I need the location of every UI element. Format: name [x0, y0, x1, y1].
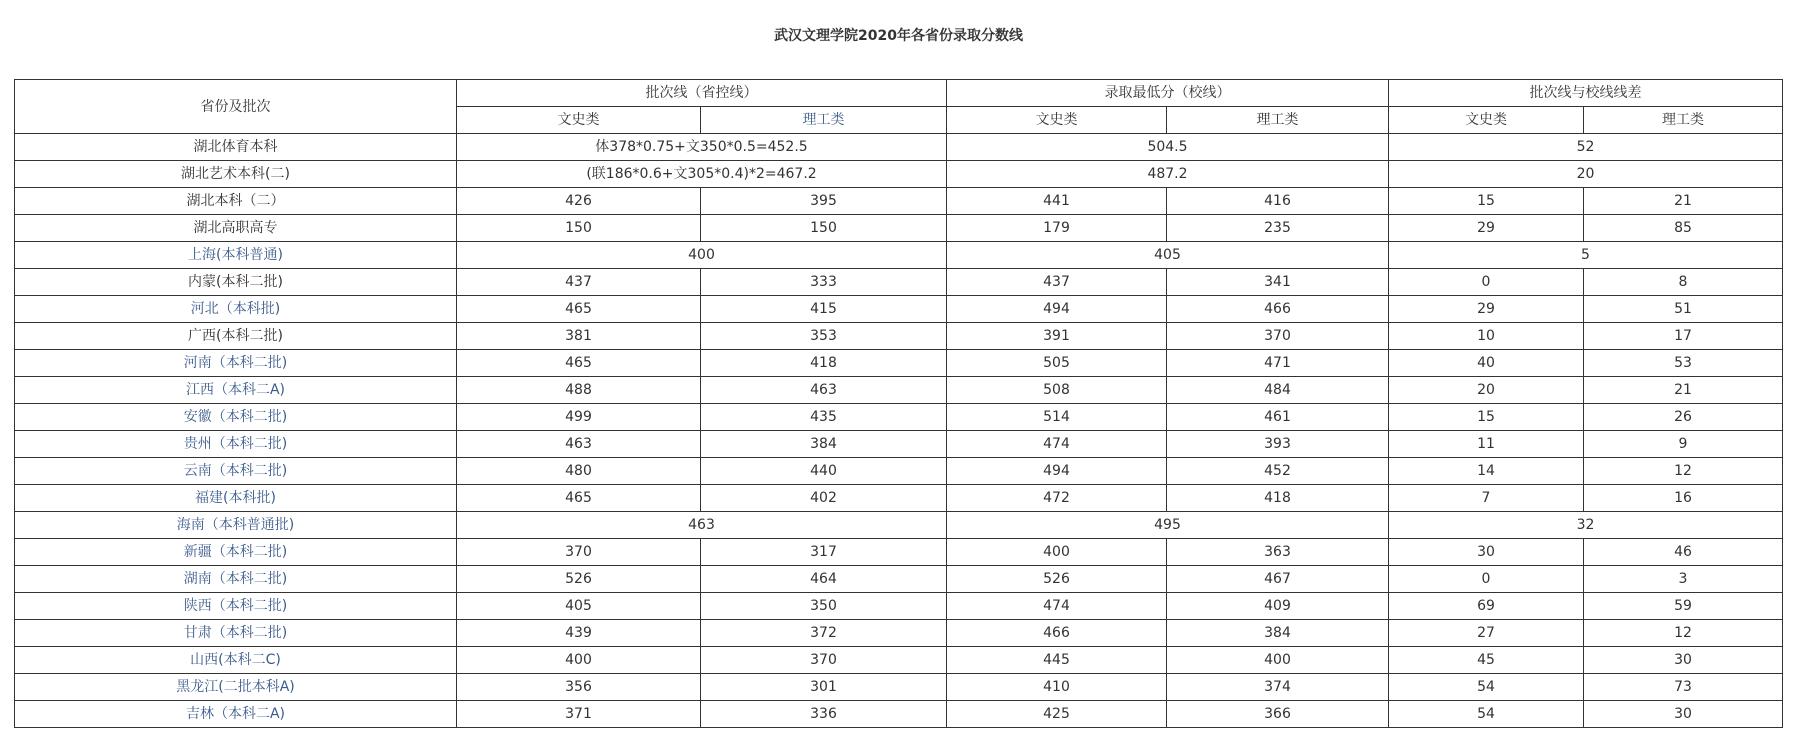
min-score-merged-cell: 504.5 — [947, 134, 1389, 161]
score-diff-merged-cell: 20 — [1389, 161, 1783, 188]
table-row — [15, 161, 1783, 188]
page-title: 武汉文理学院2020年各省份录取分数线 — [774, 28, 1023, 44]
score-diff-merged-cell: 5 — [1389, 242, 1783, 269]
table-header — [15, 80, 1783, 134]
min-score-li-cell: 471 — [1167, 350, 1389, 377]
min-score-li-cell: 393 — [1167, 431, 1389, 458]
score-diff-li-cell: 30 — [1584, 647, 1783, 674]
min-score-li-cell: 363 — [1167, 539, 1389, 566]
table-row — [15, 674, 1783, 701]
batch-line-li-cell: 317 — [701, 539, 947, 566]
table-row — [15, 215, 1783, 242]
batch-line-wen-cell: 488 — [457, 377, 701, 404]
min-score-merged-cell: 495 — [947, 512, 1389, 539]
min-score-wen-cell: 466 — [947, 620, 1167, 647]
batch-line-merged-cell: (联186*0.6+文305*0.4)*2=467.2 — [457, 161, 947, 188]
table-body — [15, 134, 1783, 728]
score-diff-wen-cell: 54 — [1389, 701, 1584, 728]
batch-line-wen-cell: 465 — [457, 296, 701, 323]
batch-line-li-cell: 333 — [701, 269, 947, 296]
table-row — [15, 242, 1783, 269]
batch-line-li-cell: 402 — [701, 485, 947, 512]
score-diff-li-cell: 16 — [1584, 485, 1783, 512]
score-diff-li-cell: 51 — [1584, 296, 1783, 323]
header-diff-li: 理工类 — [1584, 107, 1783, 134]
admission-score-table-wrapper — [14, 79, 1782, 728]
admission-score-table — [14, 79, 1783, 728]
score-diff-wen-cell: 11 — [1389, 431, 1584, 458]
min-score-li-cell: 484 — [1167, 377, 1389, 404]
batch-line-wen-cell: 463 — [457, 431, 701, 458]
header-min-li: 理工类 — [1167, 107, 1389, 134]
min-score-wen-cell: 425 — [947, 701, 1167, 728]
batch-line-li-cell: 350 — [701, 593, 947, 620]
batch-line-li-cell: 372 — [701, 620, 947, 647]
min-score-wen-cell: 410 — [947, 674, 1167, 701]
min-score-wen-cell: 445 — [947, 647, 1167, 674]
score-diff-li-cell: 46 — [1584, 539, 1783, 566]
min-score-wen-cell: 474 — [947, 593, 1167, 620]
score-diff-wen-cell: 27 — [1389, 620, 1584, 647]
province-cell[interactable]: 山西(本科二C) — [15, 647, 457, 674]
score-diff-wen-cell: 29 — [1389, 215, 1584, 242]
province-cell[interactable]: 贵州（本科二批) — [15, 431, 457, 458]
table-row — [15, 269, 1783, 296]
min-score-li-cell: 461 — [1167, 404, 1389, 431]
province-cell[interactable]: 甘肃（本科二批) — [15, 620, 457, 647]
score-diff-li-cell: 9 — [1584, 431, 1783, 458]
score-diff-li-cell: 3 — [1584, 566, 1783, 593]
min-score-li-cell: 384 — [1167, 620, 1389, 647]
header-batch-li[interactable]: 理工类 — [701, 107, 947, 134]
score-diff-wen-cell: 40 — [1389, 350, 1584, 377]
province-cell[interactable]: 海南（本科普通批) — [15, 512, 457, 539]
score-diff-wen-cell: 29 — [1389, 296, 1584, 323]
table-row — [15, 134, 1783, 161]
score-diff-wen-cell: 14 — [1389, 458, 1584, 485]
min-score-li-cell: 400 — [1167, 647, 1389, 674]
batch-line-li-cell: 435 — [701, 404, 947, 431]
score-diff-li-cell: 85 — [1584, 215, 1783, 242]
table-row — [15, 566, 1783, 593]
table-row — [15, 377, 1783, 404]
batch-line-wen-cell: 370 — [457, 539, 701, 566]
min-score-wen-cell: 508 — [947, 377, 1167, 404]
score-diff-li-cell: 26 — [1584, 404, 1783, 431]
header-batch-line: 批次线（省控线） — [457, 80, 947, 107]
table-row — [15, 350, 1783, 377]
min-score-li-cell: 374 — [1167, 674, 1389, 701]
min-score-wen-cell: 494 — [947, 458, 1167, 485]
min-score-li-cell: 466 — [1167, 296, 1389, 323]
batch-line-li-cell: 395 — [701, 188, 947, 215]
batch-line-wen-cell: 499 — [457, 404, 701, 431]
min-score-wen-cell: 514 — [947, 404, 1167, 431]
batch-line-li-cell: 463 — [701, 377, 947, 404]
score-diff-wen-cell: 45 — [1389, 647, 1584, 674]
batch-line-wen-cell: 371 — [457, 701, 701, 728]
score-diff-wen-cell: 0 — [1389, 566, 1584, 593]
batch-line-li-cell: 415 — [701, 296, 947, 323]
score-diff-li-cell: 8 — [1584, 269, 1783, 296]
province-cell: 湖北高职高专 — [15, 215, 457, 242]
score-diff-wen-cell: 15 — [1389, 404, 1584, 431]
batch-line-li-cell: 370 — [701, 647, 947, 674]
batch-line-wen-cell: 381 — [457, 323, 701, 350]
batch-line-li-cell: 353 — [701, 323, 947, 350]
min-score-li-cell: 341 — [1167, 269, 1389, 296]
province-cell[interactable]: 新疆（本科二批) — [15, 539, 457, 566]
score-diff-li-cell: 53 — [1584, 350, 1783, 377]
min-score-wen-cell: 472 — [947, 485, 1167, 512]
min-score-wen-cell: 474 — [947, 431, 1167, 458]
batch-line-merged-cell: 400 — [457, 242, 947, 269]
batch-line-li-cell: 384 — [701, 431, 947, 458]
header-score-diff: 批次线与校线线差 — [1389, 80, 1783, 107]
batch-line-wen-cell: 150 — [457, 215, 701, 242]
table-row — [15, 485, 1783, 512]
min-score-wen-cell: 494 — [947, 296, 1167, 323]
min-score-wen-cell: 391 — [947, 323, 1167, 350]
province-cell[interactable]: 陕西（本科二批) — [15, 593, 457, 620]
header-province: 省份及批次 — [15, 80, 457, 134]
min-score-wen-cell: 437 — [947, 269, 1167, 296]
min-score-wen-cell: 179 — [947, 215, 1167, 242]
province-cell[interactable]: 安徽（本科二批) — [15, 404, 457, 431]
table-row — [15, 431, 1783, 458]
score-diff-li-cell: 73 — [1584, 674, 1783, 701]
batch-line-wen-cell: 356 — [457, 674, 701, 701]
province-cell: 湖北艺术本科(二) — [15, 161, 457, 188]
score-diff-wen-cell: 15 — [1389, 188, 1584, 215]
min-score-li-cell: 366 — [1167, 701, 1389, 728]
batch-line-li-cell: 150 — [701, 215, 947, 242]
table-row — [15, 404, 1783, 431]
batch-line-merged-cell: 463 — [457, 512, 947, 539]
table-row — [15, 647, 1783, 674]
score-diff-wen-cell: 20 — [1389, 377, 1584, 404]
min-score-wen-cell: 400 — [947, 539, 1167, 566]
min-score-wen-cell: 526 — [947, 566, 1167, 593]
province-cell[interactable]: 江西（本科二A) — [15, 377, 457, 404]
table-row — [15, 512, 1783, 539]
min-score-wen-cell: 505 — [947, 350, 1167, 377]
table-row — [15, 188, 1783, 215]
score-diff-wen-cell: 0 — [1389, 269, 1584, 296]
batch-line-wen-cell: 405 — [457, 593, 701, 620]
table-row — [15, 701, 1783, 728]
batch-line-wen-cell: 400 — [457, 647, 701, 674]
batch-line-li-cell: 440 — [701, 458, 947, 485]
province-cell[interactable]: 湖南（本科二批) — [15, 566, 457, 593]
min-score-li-cell: 416 — [1167, 188, 1389, 215]
header-min-score: 录取最低分（校线） — [947, 80, 1389, 107]
table-row — [15, 296, 1783, 323]
table-row — [15, 323, 1783, 350]
score-diff-li-cell: 30 — [1584, 701, 1783, 728]
table-row — [15, 458, 1783, 485]
batch-line-wen-cell: 437 — [457, 269, 701, 296]
header-row-1 — [15, 80, 1783, 107]
batch-line-wen-cell: 426 — [457, 188, 701, 215]
header-diff-wen: 文史类 — [1389, 107, 1584, 134]
table-row — [15, 620, 1783, 647]
batch-line-wen-cell: 480 — [457, 458, 701, 485]
province-cell[interactable]: 黑龙江(二批本科A) — [15, 674, 457, 701]
batch-line-wen-cell: 465 — [457, 350, 701, 377]
min-score-li-cell: 452 — [1167, 458, 1389, 485]
min-score-li-cell: 467 — [1167, 566, 1389, 593]
score-diff-wen-cell: 7 — [1389, 485, 1584, 512]
min-score-li-cell: 409 — [1167, 593, 1389, 620]
min-score-li-cell: 235 — [1167, 215, 1389, 242]
score-diff-li-cell: 12 — [1584, 620, 1783, 647]
province-cell: 广西(本科二批) — [15, 323, 457, 350]
score-diff-wen-cell: 54 — [1389, 674, 1584, 701]
min-score-merged-cell: 487.2 — [947, 161, 1389, 188]
score-diff-wen-cell: 30 — [1389, 539, 1584, 566]
province-cell[interactable]: 福建(本科批) — [15, 485, 457, 512]
table-row — [15, 593, 1783, 620]
score-diff-wen-cell: 10 — [1389, 323, 1584, 350]
min-score-wen-cell: 441 — [947, 188, 1167, 215]
province-cell[interactable]: 上海(本科普通) — [15, 242, 457, 269]
score-diff-li-cell: 17 — [1584, 323, 1783, 350]
batch-line-wen-cell: 526 — [457, 566, 701, 593]
min-score-li-cell: 418 — [1167, 485, 1389, 512]
batch-line-merged-cell: 体378*0.75+文350*0.5=452.5 — [457, 134, 947, 161]
score-diff-wen-cell: 69 — [1389, 593, 1584, 620]
min-score-li-cell: 370 — [1167, 323, 1389, 350]
header-min-wen: 文史类 — [947, 107, 1167, 134]
batch-line-li-cell: 336 — [701, 701, 947, 728]
batch-line-li-cell: 464 — [701, 566, 947, 593]
province-cell[interactable]: 河北（本科批) — [15, 296, 457, 323]
batch-line-li-cell: 301 — [701, 674, 947, 701]
score-diff-li-cell: 21 — [1584, 377, 1783, 404]
batch-line-li-cell: 418 — [701, 350, 947, 377]
header-batch-wen: 文史类 — [457, 107, 701, 134]
province-cell: 内蒙(本科二批) — [15, 269, 457, 296]
score-diff-merged-cell: 52 — [1389, 134, 1783, 161]
score-diff-merged-cell: 32 — [1389, 512, 1783, 539]
score-diff-li-cell: 12 — [1584, 458, 1783, 485]
province-cell: 湖北本科（二） — [15, 188, 457, 215]
score-diff-li-cell: 59 — [1584, 593, 1783, 620]
score-diff-li-cell: 21 — [1584, 188, 1783, 215]
province-cell[interactable]: 吉林（本科二A) — [15, 701, 457, 728]
province-cell[interactable]: 河南（本科二批) — [15, 350, 457, 377]
batch-line-wen-cell: 465 — [457, 485, 701, 512]
table-row — [15, 539, 1783, 566]
province-cell: 湖北体育本科 — [15, 134, 457, 161]
batch-line-wen-cell: 439 — [457, 620, 701, 647]
province-cell[interactable]: 云南（本科二批) — [15, 458, 457, 485]
min-score-merged-cell: 405 — [947, 242, 1389, 269]
